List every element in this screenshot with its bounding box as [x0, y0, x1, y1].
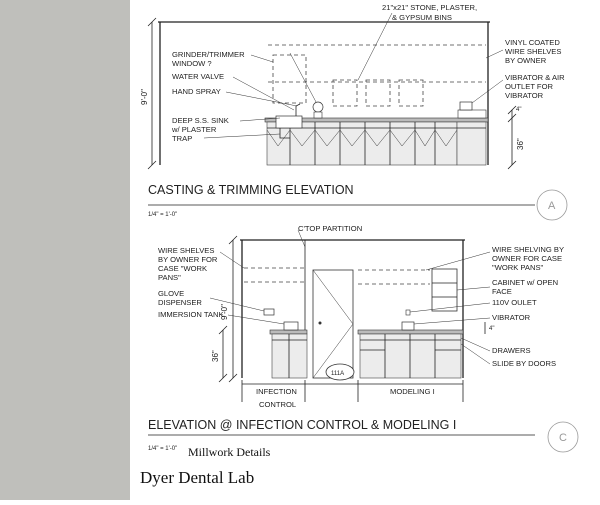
glove-dispenser	[264, 309, 274, 315]
label-drawers: DRAWERS	[492, 346, 531, 355]
grinder-window	[273, 55, 306, 103]
height-dim-a: 9'-0"	[140, 89, 149, 105]
elevation-drawing	[130, 0, 600, 500]
small-dim-a: 4"	[516, 107, 522, 113]
elevation-a-title: CASTING & TRIMMING ELEVATION	[148, 183, 354, 197]
label-outlet: 110V OULET	[492, 298, 537, 307]
vibrator-a	[460, 102, 472, 110]
elevation-c-title: ELEVATION @ INFECTION CONTROL & MODELING I	[148, 418, 457, 432]
svg-text:A: A	[548, 200, 556, 212]
counter-dim-a: 36"	[516, 138, 525, 150]
label-water-valve: WATER VALVE	[172, 72, 225, 81]
company-name: Dyer Dental Lab	[140, 468, 255, 487]
label-bins: 21"x21" STONE, PLASTER, & GYPSUM BINS	[382, 3, 478, 22]
label-grinder: GRINDER/TRIMMER WINDOW ?	[172, 50, 245, 68]
small-dim-c: 4"	[489, 326, 495, 332]
label-wire-shelves-c: WIRE SHELVES BY OWNER FOR CASE "WORK PANS"	[158, 246, 218, 282]
elevation-a-scale: 1/4" = 1'-0"	[148, 212, 178, 218]
label-glove: GLOVE DISPENSER	[158, 289, 202, 307]
elevation-c	[148, 224, 578, 452]
zone-infection-control: INFECTION CONTROL	[256, 387, 297, 409]
cabinets-c-right	[360, 334, 461, 378]
label-vibrator-c: VIBRATOR	[492, 313, 531, 322]
counter-dim-c: 36"	[211, 350, 220, 362]
label-cabinet: CABINET w/ OPEN FACE	[492, 278, 559, 296]
elevation-a	[140, 3, 567, 220]
label-vibrator-a: VIBRATOR & AIR OUTLET FOR VIBRATOR	[505, 73, 565, 100]
svg-text:111A: 111A	[331, 371, 345, 377]
backsplash-a	[458, 110, 486, 118]
label-partition: C'TOP PARTITION	[298, 224, 363, 233]
svg-text:C: C	[559, 432, 567, 444]
label-wire-shelves-a: VINYL COATED WIRE SHELVES BY OWNER	[505, 38, 562, 65]
label-wire-shelving-c: WIRE SHELVING BY OWNER FOR CASE "WORK PANS"	[492, 245, 564, 272]
label-immersion: IMMERSION TANK	[158, 310, 224, 319]
label-slide-doors: SLIDE BY DOORS	[492, 359, 557, 368]
cabinets-c-left	[272, 334, 307, 378]
label-hand-spray: HAND SPRAY	[172, 87, 221, 96]
vibrator-c	[402, 322, 414, 330]
zone-modeling: MODELING I	[390, 387, 435, 396]
countertop-c-right	[358, 330, 463, 334]
sidebar-panel	[0, 0, 130, 500]
base-cabinets-a	[267, 122, 486, 165]
open-face-cabinet	[432, 269, 457, 311]
elevation-c-scale: 1/4" = 1'-0"	[148, 446, 178, 452]
drawing-sheet	[130, 0, 600, 500]
outlet-110v	[406, 310, 410, 315]
height-dim-c: 9'-0"	[220, 304, 229, 320]
immersion-tank	[284, 322, 298, 330]
label-sink: DEEP S.S. SINK w/ PLASTER TRAP	[172, 116, 229, 143]
bins-a	[333, 80, 423, 106]
countertop-c-left	[270, 330, 307, 334]
grinder-trimmer	[313, 102, 323, 112]
sheet-subtitle: Millwork Details	[188, 445, 271, 459]
